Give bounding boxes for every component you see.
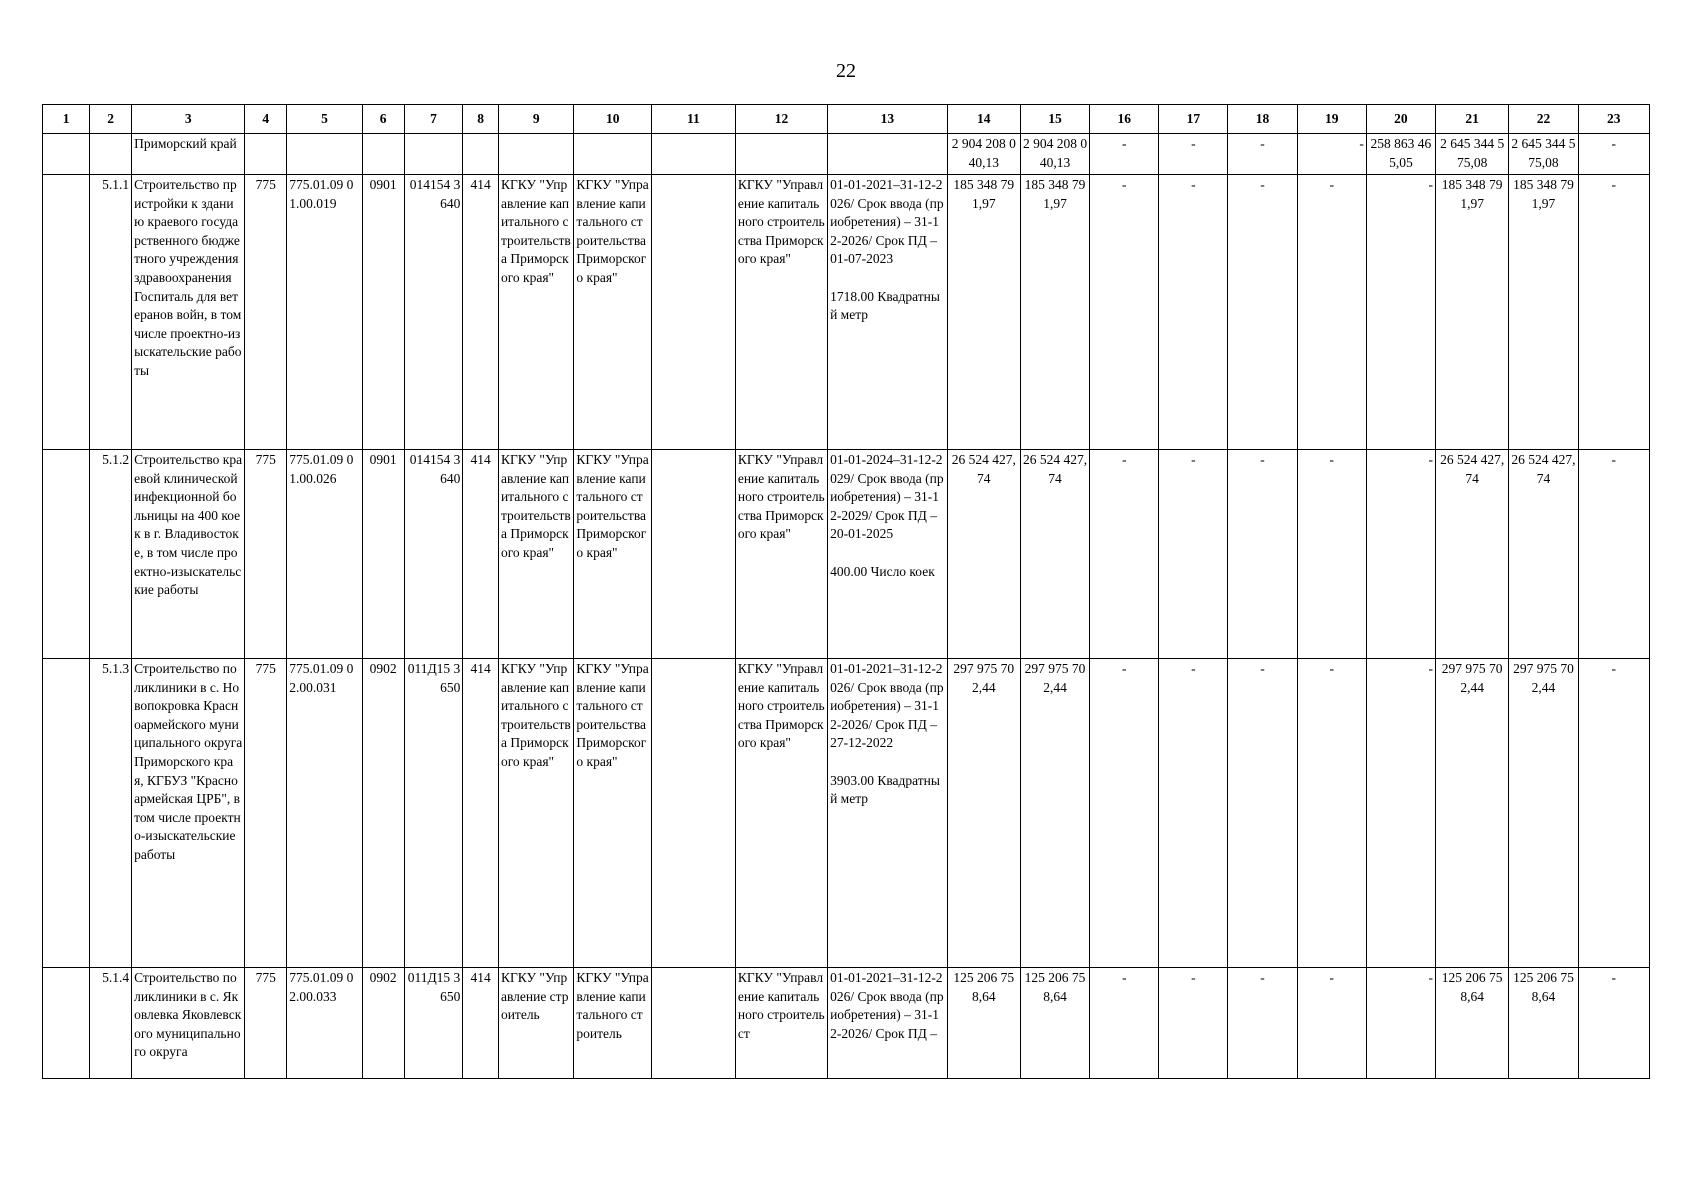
cell: 0901 bbox=[362, 450, 404, 659]
cell: КГКУ "Управление капитального строительства Приморского края" bbox=[574, 659, 652, 968]
cell bbox=[43, 450, 90, 659]
cell: 0902 bbox=[362, 968, 404, 1079]
header-cell: 22 bbox=[1509, 105, 1578, 134]
header-cell: 17 bbox=[1159, 105, 1228, 134]
header-cell: 15 bbox=[1020, 105, 1089, 134]
cell bbox=[651, 659, 735, 968]
cell: КГКУ "Управление строитель bbox=[498, 968, 573, 1079]
cell bbox=[90, 134, 132, 175]
cell: КГКУ "Управление капитального строительства Приморского края" bbox=[574, 175, 652, 450]
cell: - bbox=[1366, 968, 1435, 1079]
cell-dates: 01-01-2021–31-12-2026/ Срок ввода (приобретения) – 31-12-2026/ Срок ПД – 27-12-2022 3903.00 Квадратный метр bbox=[828, 659, 948, 968]
cell: - bbox=[1366, 659, 1435, 968]
cell-amount: 125 206 758,64 bbox=[1435, 968, 1508, 1079]
cell bbox=[498, 134, 573, 175]
cell: КГКУ "Управление капитального строительства Приморского края" bbox=[735, 450, 827, 659]
table-row bbox=[43, 175, 1650, 450]
cell: 414 bbox=[463, 450, 499, 659]
cell bbox=[287, 134, 362, 175]
cell bbox=[651, 450, 735, 659]
cell bbox=[362, 134, 404, 175]
cell-amount: 2 904 208 040,13 bbox=[1020, 134, 1089, 175]
cell bbox=[43, 134, 90, 175]
header-cell: 12 bbox=[735, 105, 827, 134]
header-cell: 1 bbox=[43, 105, 90, 134]
header-cell: 14 bbox=[947, 105, 1020, 134]
cell: КГКУ "Управление капитального строительства Приморского края" bbox=[735, 175, 827, 450]
header-cell: 8 bbox=[463, 105, 499, 134]
cell-amount: 125 206 758,64 bbox=[947, 968, 1020, 1079]
cell-dates: 01-01-2021–31-12-2026/ Срок ввода (приобретения) – 31-12-2026/ Срок ПД – bbox=[828, 968, 948, 1079]
cell bbox=[651, 968, 735, 1079]
cell bbox=[828, 134, 948, 175]
cell-amount: 297 975 702,44 bbox=[1020, 659, 1089, 968]
cell: - bbox=[1297, 134, 1366, 175]
cell bbox=[245, 134, 287, 175]
cell-amount: 297 975 702,44 bbox=[1509, 659, 1578, 968]
cell: - bbox=[1578, 968, 1649, 1079]
header-cell: 3 bbox=[132, 105, 245, 134]
cell bbox=[43, 659, 90, 968]
cell: КГКУ "Управление капитального строительства Приморского края" bbox=[498, 175, 573, 450]
cell-amount: 26 524 427,74 bbox=[1020, 450, 1089, 659]
table-row bbox=[43, 968, 1650, 1079]
cell: - bbox=[1090, 450, 1159, 659]
cell: 775 bbox=[245, 968, 287, 1079]
cell bbox=[43, 968, 90, 1079]
cell: - bbox=[1159, 659, 1228, 968]
header-cell: 10 bbox=[574, 105, 652, 134]
cell-object-name: Строительство поликлиники в с. Новопокровка Красноармейского муниципального округа Приморского края, КГБУЗ "Красноармейская ЦРБ", в том числе проектно-изыскательские работы bbox=[132, 659, 245, 968]
table-row bbox=[43, 659, 1650, 968]
cell: - bbox=[1297, 659, 1366, 968]
cell-amount: 185 348 791,97 bbox=[1509, 175, 1578, 450]
cell: 775 bbox=[245, 175, 287, 450]
header-row bbox=[43, 105, 1650, 134]
cell: - bbox=[1578, 659, 1649, 968]
cell-amount: 26 524 427,74 bbox=[1509, 450, 1578, 659]
cell: - bbox=[1578, 134, 1649, 175]
cell bbox=[574, 134, 652, 175]
table-row bbox=[43, 450, 1650, 659]
header-cell: 21 bbox=[1435, 105, 1508, 134]
cell: 0901 bbox=[362, 175, 404, 450]
cell: 775.01.09 02.00.031 bbox=[287, 659, 362, 968]
cell: - bbox=[1090, 659, 1159, 968]
cell: - bbox=[1159, 450, 1228, 659]
cell-amount: 185 348 791,97 bbox=[1435, 175, 1508, 450]
budget-table bbox=[42, 104, 1650, 1079]
cell: 014154 3640 bbox=[404, 175, 463, 450]
header-cell: 9 bbox=[498, 105, 573, 134]
header-cell: 11 bbox=[651, 105, 735, 134]
cell-amount: 26 524 427,74 bbox=[1435, 450, 1508, 659]
cell: КГКУ "Управление капитального строительства Приморского края" bbox=[498, 659, 573, 968]
cell: 775.01.09 02.00.033 bbox=[287, 968, 362, 1079]
cell: - bbox=[1578, 175, 1649, 450]
cell-object-name: Строительство краевой клинической инфекционной больницы на 400 коек в г. Владивостоке, в том числе проектно-изыскательские работы bbox=[132, 450, 245, 659]
cell bbox=[404, 134, 463, 175]
cell-amount: 2 904 208 040,13 bbox=[947, 134, 1020, 175]
cell-item-number: 5.1.3 bbox=[90, 659, 132, 968]
cell: - bbox=[1228, 659, 1297, 968]
cell: - bbox=[1159, 175, 1228, 450]
cell-dates: 01-01-2024–31-12-2029/ Срок ввода (приобретения) – 31-12-2029/ Срок ПД – 20-01-2025 400.00 Число коек bbox=[828, 450, 948, 659]
cell-item-number: 5.1.2 bbox=[90, 450, 132, 659]
cell-amount: 185 348 791,97 bbox=[947, 175, 1020, 450]
cell: - bbox=[1090, 134, 1159, 175]
cell-amount: 125 206 758,64 bbox=[1509, 968, 1578, 1079]
cell-item-number: 5.1.1 bbox=[90, 175, 132, 450]
cell: 775.01.09 01.00.026 bbox=[287, 450, 362, 659]
cell-object-name: Строительство поликлиники в с. Яковлевка Яковлевского муниципального округа bbox=[132, 968, 245, 1079]
cell: - bbox=[1578, 450, 1649, 659]
cell: 414 bbox=[463, 175, 499, 450]
cell-amount: 125 206 758,64 bbox=[1020, 968, 1089, 1079]
cell: - bbox=[1159, 134, 1228, 175]
cell-amount: 258 863 465,05 bbox=[1366, 134, 1435, 175]
header-cell: 16 bbox=[1090, 105, 1159, 134]
cell: - bbox=[1090, 968, 1159, 1079]
cell bbox=[43, 175, 90, 450]
cell: КГКУ "Управление капитального строительст bbox=[735, 968, 827, 1079]
cell: 775 bbox=[245, 450, 287, 659]
cell: 014154 3640 bbox=[404, 450, 463, 659]
cell: - bbox=[1297, 175, 1366, 450]
cell: - bbox=[1366, 450, 1435, 659]
cell-amount: 26 524 427,74 bbox=[947, 450, 1020, 659]
header-cell: 7 bbox=[404, 105, 463, 134]
cell: 011Д15 3650 bbox=[404, 659, 463, 968]
header-cell: 20 bbox=[1366, 105, 1435, 134]
cell: 414 bbox=[463, 659, 499, 968]
cell: - bbox=[1228, 134, 1297, 175]
cell bbox=[651, 175, 735, 450]
cell: КГКУ "Управление капитального строительства Приморского края" bbox=[574, 450, 652, 659]
cell: - bbox=[1228, 450, 1297, 659]
cell bbox=[651, 134, 735, 175]
cell: 011Д15 3650 bbox=[404, 968, 463, 1079]
table-row-region bbox=[43, 134, 1650, 175]
cell: 775 bbox=[245, 659, 287, 968]
header-cell: 13 bbox=[828, 105, 948, 134]
header-cell: 2 bbox=[90, 105, 132, 134]
cell: 414 bbox=[463, 968, 499, 1079]
cell-amount: 2 645 344 575,08 bbox=[1435, 134, 1508, 175]
cell-object-name: Строительство пристройки к зданию краевого государственного бюджетного учреждения здравоохранения Госпиталь для ветеранов войн, в том числе проектно-изыскательские работы bbox=[132, 175, 245, 450]
cell: КГКУ "Управление капитального строительства Приморского края" bbox=[498, 450, 573, 659]
cell-amount: 185 348 791,97 bbox=[1020, 175, 1089, 450]
header-cell: 6 bbox=[362, 105, 404, 134]
page-number: 22 bbox=[836, 60, 856, 82]
cell: КГКУ "Управление капитального строительства Приморского края" bbox=[735, 659, 827, 968]
cell-amount: 297 975 702,44 bbox=[1435, 659, 1508, 968]
cell-item-number: 5.1.4 bbox=[90, 968, 132, 1079]
cell: - bbox=[1297, 968, 1366, 1079]
cell: - bbox=[1228, 175, 1297, 450]
cell-amount: 297 975 702,44 bbox=[947, 659, 1020, 968]
header-cell: 5 bbox=[287, 105, 362, 134]
cell: - bbox=[1159, 968, 1228, 1079]
cell bbox=[735, 134, 827, 175]
cell: КГКУ "Управление капитального строитель bbox=[574, 968, 652, 1079]
cell: - bbox=[1228, 968, 1297, 1079]
header-cell: 4 bbox=[245, 105, 287, 134]
cell-object-name: Приморский край bbox=[132, 134, 245, 175]
cell: 775.01.09 01.00.019 bbox=[287, 175, 362, 450]
header-cell: 19 bbox=[1297, 105, 1366, 134]
header-cell: 23 bbox=[1578, 105, 1649, 134]
cell: - bbox=[1297, 450, 1366, 659]
cell-amount: 2 645 344 575,08 bbox=[1509, 134, 1578, 175]
header-cell: 18 bbox=[1228, 105, 1297, 134]
cell: 0902 bbox=[362, 659, 404, 968]
cell bbox=[463, 134, 499, 175]
cell: - bbox=[1090, 175, 1159, 450]
cell: - bbox=[1366, 175, 1435, 450]
cell-dates: 01-01-2021–31-12-2026/ Срок ввода (приобретения) – 31-12-2026/ Срок ПД – 01-07-2023 1718.00 Квадратный метр bbox=[828, 175, 948, 450]
